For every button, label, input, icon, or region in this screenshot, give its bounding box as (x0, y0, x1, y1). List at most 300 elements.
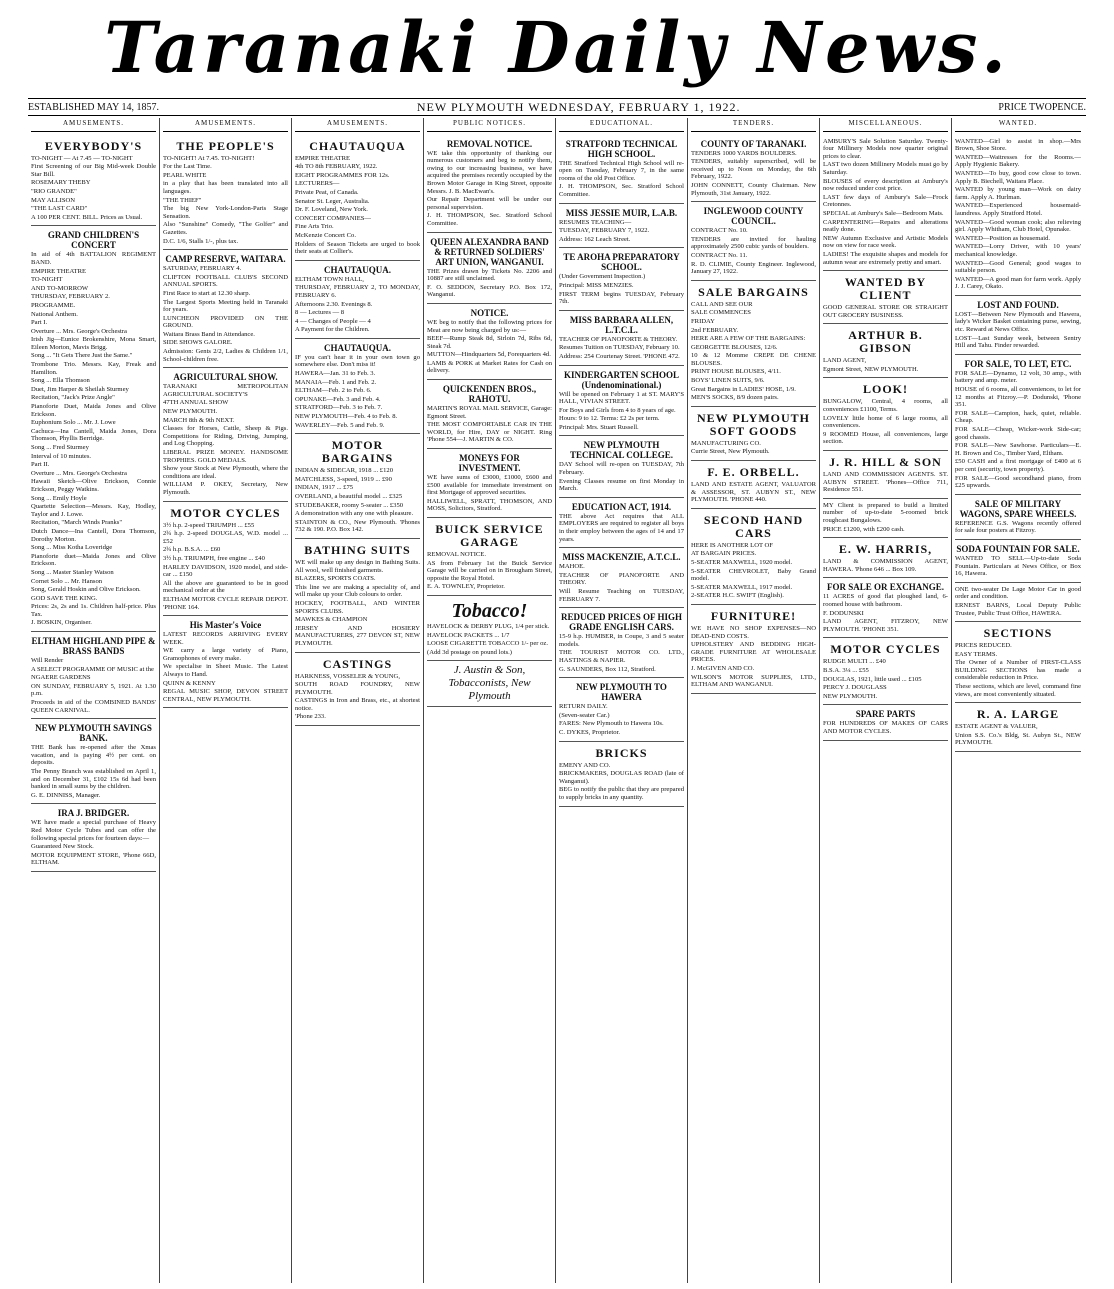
ad-text-line: THURSDAY, FEBRUARY 2, TO MONDAY, FEBRUARY 6. (295, 284, 420, 299)
ad-text-line: BEEF—Rump Steak 8d, Sirloin 7d, Ribs 6d, Steak 7d. (427, 335, 552, 350)
ad-text-line: McKenzie Concert Co. (295, 231, 356, 239)
ad-text-line: THE Prizes drawn by Tickets No. 2206 and 10887 are still unclaimed. (427, 267, 552, 283)
advertisement (559, 498, 684, 548)
ad-text-line: WANTED—To buy, good cow close to town. Apply B. Biechell, Waitara Place. (955, 169, 1081, 185)
ad-text-line: Trombone Trio. Messrs. Kay, Freak and Hamilton. (31, 361, 156, 376)
column-8 (952, 118, 1084, 1283)
ad-text-line: WANTED—A good man for farm work. Apply J. J. Carey, Okato. (955, 275, 1081, 291)
ad-text-line: JOHN CONNETT, County Chairman. New Plymouth, 31st January, 1922. (691, 181, 816, 197)
ad-body (823, 304, 948, 319)
ad-text-line: 5-SEATER CHEVROLET, Baby Grand model. (691, 567, 816, 583)
column-6 (688, 118, 820, 1283)
ad-body (427, 623, 552, 656)
ad-text-line: CASTINGS in Iron and Brass, etc., at shortest notice. (295, 697, 420, 712)
advertisement (955, 703, 1081, 752)
ad-body (955, 138, 1081, 291)
ad-headline: CHAUTAUQUA (309, 138, 406, 153)
ad-text-line: Admission: Gents 2/2, Ladies & Children 1/1, School-children free. (163, 348, 288, 363)
ad-text-line: MUTTON—Hindquarters 5d, Forequarters 4d. (427, 351, 551, 359)
column-heading: MISCELLANEOUS. (823, 118, 948, 132)
ad-text-line: 'Phone 233. (295, 713, 326, 721)
ad-headline: THE PEOPLE'S (176, 138, 275, 153)
ad-text-line: HAVELOCK & DERBY PLUG, 1/4 per stick. (427, 622, 550, 630)
column-4 (424, 118, 556, 1283)
ad-text-line: (Under Government Inspection.) (559, 273, 646, 281)
advertisement (427, 596, 552, 661)
ad-text-line: FRIDAY (691, 317, 715, 325)
ad-text-line: C. DYKES, Proprietor. (559, 728, 620, 736)
advertisement (295, 339, 420, 434)
ad-text-line: Classes for Horses, Cattle, Sheep & Pigs. Competitions for Riding, Driving, Jumping, and Log Chopping. (163, 425, 288, 448)
ad-text-line: THE TOURIST MOTOR CO. LTD., HASTINGS & NAPIER. (559, 649, 684, 664)
ad-text-line: TENDERS 1000 YARDS BOULDERS. (691, 149, 797, 157)
ad-text-line: WE HAVE NO SHOP EXPENSES—NO DEAD-END COSTS. (691, 624, 816, 640)
ad-text-line: SPECIAL at Ambury's Sale—Bedroom Mats. (823, 209, 944, 217)
advertisement (163, 368, 288, 501)
ad-subheadline: MONEYS FOR INVESTMENT. (458, 453, 521, 474)
ad-text-line: RUDGE MULTI ... £40 (823, 658, 886, 666)
ad-text-line: IF you can't hear it in your own town go somewhere else. Don't miss it! (295, 353, 420, 369)
ad-text-line: 10 & 12 Momme CREPE DE CHENE BLOUSES. (691, 352, 816, 367)
ad-text-line: G. E. DINNISS, Manager. (31, 791, 101, 799)
advertisement (295, 135, 420, 261)
ad-body (559, 391, 684, 432)
ad-text-line: Song ... Miss Kotha Loveridge (31, 544, 113, 552)
ad-body (691, 150, 816, 198)
advertisement (823, 135, 948, 272)
ad-text-line: HOCKEY, FOOTBALL, AND WINTER SPORTS CLUBS. (295, 599, 420, 615)
ad-text-line: ELTHAM—Feb. 2 to Feb. 6. (295, 387, 372, 395)
advertisement (955, 540, 1081, 583)
ad-text-line: Overture ... Mrs. George's Orchestra (31, 327, 127, 335)
advertisement (559, 742, 684, 807)
ad-headline: EVERYBODY'S (44, 138, 143, 153)
advertisement (823, 538, 948, 578)
advertisement (823, 451, 948, 499)
ad-text-line: Show your Stock at New Plymouth, where the conditions are ideal. (163, 465, 288, 480)
ad-text-line: BLOUSES of every description at Ambury's now reduced under cost price. (823, 177, 948, 193)
ad-text-line: MEN'S SOCKS, 8/9 dozen pairs. (691, 394, 779, 402)
ad-subheadline: TE AROHA PREPARATORY SCHOOL. (563, 252, 680, 273)
ad-headline: J. R. HILL & SON (829, 455, 942, 470)
ad-text-line: LAST two dozen Millinery Models must go by Saturday. (823, 161, 948, 176)
ad-body (823, 138, 948, 267)
ad-text-line: Song ... "It Gets There Just the Same." (31, 352, 133, 360)
ad-text-line: A SELECT PROGRAMME OF MUSIC at the (31, 665, 154, 673)
ad-text-line: A Payment for the Children. (295, 326, 370, 334)
handwritten-signature: J. Austin & Son, Tobacconists, New Plymouth (448, 664, 531, 703)
ad-text-line: G. SAUNDERS, Box 112, Stratford. (559, 665, 656, 673)
ad-body (823, 658, 948, 700)
ad-subheadline: INGLEWOOD COUNTY COUNCIL. (703, 206, 804, 227)
ad-text-line: EMENY AND CO. (559, 761, 611, 769)
ad-text-line: Song ... Master Stanley Watson (31, 568, 114, 576)
ad-body (955, 555, 1081, 578)
advertisement (163, 135, 288, 251)
ad-headline: MOTOR BARGAINS (321, 438, 394, 466)
ad-text-line: HOUSE of 6 rooms, all conveniences, to let for 12 months at Fitzroy.—P. Dodunski, 'Phone 351. (955, 386, 1081, 409)
ad-text-line: 2¾ h.p. 2-speed DOUGLAS, W.D. model ... £52 (163, 530, 288, 545)
ad-text-line: AND TO-MORROW (31, 284, 89, 292)
ad-text-line: OVERLAND, a beautiful model ... £325 (295, 493, 403, 500)
ad-subheadline: SPARE PARTS (855, 709, 916, 720)
ad-headline: SECOND HAND CARS (703, 512, 804, 540)
ad-text-line: PEARL WHITE (163, 171, 207, 179)
ad-text-line: TO-NIGHT! At 7.45. TO-NIGHT! (163, 154, 255, 162)
ad-text-line: For Boys and Girls from 4 to 8 years of age. (559, 406, 676, 414)
ad-text-line: in a play that has been translated into all languages. (163, 180, 288, 195)
ad-text-line: These sections, which are level, command fine views, are most conveniently situated. (955, 683, 1081, 698)
ad-text-line: Evening Classes resume on first Monday in March. (559, 477, 684, 493)
ad-text-line: The Penny Branch was established on April 1, and on December 31, £102 15s 6d had been banked in small sums by the children. (31, 768, 156, 791)
ad-text-line: Afternoons 2.30. Evenings 8. (295, 300, 373, 308)
ad-text-line: ELTHAM MOTOR CYCLE REPAIR DEPOT. 'PHONE 164. (163, 595, 288, 611)
advertisement (31, 632, 156, 719)
ad-headline: R. A. LARGE (976, 707, 1060, 722)
ad-text-line: Great Bargains in LADIES' HOSE, 1/9. (691, 385, 796, 393)
ad-subheadline: NEW PLYMOUTH TECHNICAL COLLEGE. (569, 440, 674, 461)
ad-text-line: Union S.S. Co.'s Bldg, St. Aubyn St., NEW PLYMOUTH. (955, 731, 1081, 747)
ad-text-line: Our Repair Department will be under our personal supervision. (427, 196, 552, 211)
ad-body (559, 633, 684, 673)
ad-subheadline: REMOVAL NOTICE. (446, 138, 533, 149)
ad-text-line: Interval of 10 minutes. (31, 452, 92, 460)
ad-subheadline: LOST AND FOUND. (977, 299, 1059, 310)
ad-text-line: THE above Act requires that ALL EMPLOYERS are required to register all boys in their employ between the ages of 14 and 17 years. (559, 512, 684, 543)
advertisement (823, 324, 948, 378)
advertisement (955, 495, 1081, 540)
ad-text-line: In aid of 4th BATTALION REGIMENT BAND. (31, 251, 156, 266)
ad-subheadline: REDUCED PRICES OF HIGH GRADE ENGLISH CARS. (561, 612, 682, 633)
ad-text-line: QUINN & KENNY (163, 679, 216, 687)
ad-text-line: Part II. (31, 461, 50, 469)
ad-text-line: AMBURY'S Sale Solution Saturday. Twenty-four Millinery Models now quarter original prices to clear. (823, 137, 948, 160)
ad-text-line: WANTED—Good General; good wages to suitable person. (955, 259, 1081, 275)
ad-text-line: WAVERLEY—Feb. 5 and Feb. 9. (295, 421, 385, 429)
ad-text-line: TEACHER OF PIANOFORTE AND THEORY. (559, 571, 684, 587)
ad-text-line: EMPIRE THEATRE (295, 154, 351, 162)
ad-text-line: 9 ROOMED House, all conveniences, large section. (823, 430, 948, 446)
ad-text-line: LIBERAL PRIZE MONEY. HANDSOME TROPHIES. GOLD MEDALS. (163, 449, 288, 464)
advertisement (955, 135, 1081, 296)
ad-text-line: 47TH ANNUAL SHOW (163, 399, 229, 407)
ad-text-line: MY Client is prepared to build a limited number of up-to-date 5-roomed brick roughcast Bungalows. (823, 501, 948, 524)
ad-text-line: OPUNAKE—Feb. 3 and Feb. 4. (295, 395, 381, 403)
ad-text-line: LOST—Between New Plymouth and Hawera, lady's Wicker Basket containing purse, sewing, etc. Reward at News Office. (955, 310, 1081, 334)
ad-text-line: NGAERE GARDENS (31, 674, 91, 682)
ad-text-line: Principal: MISS MENZIES. (559, 281, 634, 289)
ad-headline: BRICKS (595, 745, 648, 760)
ad-subheadline: FOR SALE OR EXCHANGE. (826, 582, 944, 593)
ad-text-line: Will Render (31, 657, 64, 665)
established-date: ESTABLISHED MAY 14, 1857. (28, 101, 159, 113)
ad-body (163, 265, 288, 363)
ad-text-line: CLIFTON FOOTBALL CLUB'S SECOND ANNUAL SPORTS. (163, 273, 288, 289)
ad-text-line: 15-9 h.p. HUMBER, in Coupe, 3 and 5 seater models. (559, 633, 684, 648)
ad-body (163, 383, 288, 496)
ad-body (823, 398, 948, 446)
ad-body (559, 336, 684, 361)
ad-text-line: BUNGALOW, Central, 4 rooms, all conveniences £1100, Terms. (823, 398, 948, 414)
advertisement (31, 719, 156, 804)
ad-text-line: SALE COMMENCES (691, 309, 751, 317)
ad-body (559, 563, 684, 603)
ad-text-line: This line we are making a speciality of, and will make up your Club colours to order. (295, 583, 420, 599)
ad-text-line: NEW PLYMOUTH. (163, 408, 218, 416)
newspaper-title: Taranaki Daily News. (104, 6, 1010, 89)
ad-text-line: First Screening of our Big Mid-week Double Star Bill. (31, 163, 156, 178)
advertisement (559, 548, 684, 608)
ad-text-line: The big New York-London-Paris Stage Sensation. (163, 205, 288, 220)
column-3 (292, 118, 424, 1283)
ad-text-line: FARES: New Plymouth to Hawera 10s. (559, 720, 664, 728)
ad-text-line: RESUMES TEACHING— (559, 218, 632, 226)
advertisement (559, 436, 684, 497)
ad-text-line: LAMB & PORK at Market Rates for Cash on delivery. (427, 359, 552, 375)
ad-text-line: 2nd FEBRUARY. (691, 326, 739, 334)
ad-text-line: HAWERA—Jan. 31 to Feb. 3. (295, 370, 376, 378)
ad-subheadline: IRA J. BRIDGER. (57, 808, 130, 819)
ad-text-line: PRICE £1200, with £200 cash. (823, 525, 905, 533)
ad-subheadline: EDUCATION ACT, 1914. (571, 501, 672, 512)
ad-subheadline: KINDERGARTEN SCHOOL (Undenominational.) (564, 369, 679, 390)
ad-text-line: MOTOR EQUIPMENT STORE, 'Phone 66D, ELTHAM. (31, 851, 156, 867)
ad-text-line: ROSEMARY THEBY (31, 179, 91, 187)
ad-text-line: Egmont Street, NEW PLYMOUTH. (823, 365, 919, 373)
ad-text-line: TUESDAY, FEBRUARY 7, 1922. (559, 227, 650, 235)
ad-text-line: BRICKMAKERS, DOUGLAS ROAD (late of Wanganui). (559, 770, 684, 785)
ad-text-line: MANAIA—Feb. 1 and Feb. 2. (295, 378, 377, 386)
ad-text-line: Address: 254 Courtenay Street. 'PHONE 472. (559, 352, 680, 360)
ad-text-line: DAY School will re-open on TUESDAY, 7th February. (559, 461, 684, 477)
ad-text-line: 4th TO 8th FEBRUARY, 1922. (295, 163, 378, 171)
ad-text-line: INDIAN, 1917 ... £75 (295, 484, 354, 492)
advertisement (559, 135, 684, 204)
ad-text-line: Cachuca—Ina Cantell, Maida Jones, Dora Thomson, Phyllis Berridge. (31, 427, 156, 443)
ad-text-line: Recitation, "Jack's Prize Angle" (31, 394, 115, 402)
ad-text-line: J. H. THOMPSON, Sec. Stratford School Committee. (559, 183, 684, 198)
ad-body (559, 513, 684, 543)
ad-text-line: EASY TERMS. (955, 650, 998, 658)
ad-text-line: HARKNESS, VOSSELER & YOUNG, (295, 672, 400, 680)
advertisement (559, 248, 684, 310)
ad-headline: F. E. ORBELL. (707, 465, 800, 480)
ad-text-line: TENDERS, suitably superscribed, will be received up to Noon on Monday, the 6th February, 1922. (691, 158, 816, 181)
ad-headline: BATHING SUITS (304, 542, 411, 557)
ad-body (295, 155, 420, 256)
ad-text-line: WANTED—Waitresses for the Rooms.—Apply Hygienic Bakery. (955, 153, 1081, 169)
ad-text-line: MAY ALLISON (31, 196, 76, 204)
ad-headline: FURNITURE! (710, 608, 797, 623)
ad-text-line: AT BARGAIN PRICES. (691, 550, 757, 558)
ad-headline: CASTINGS (322, 656, 393, 671)
ad-body (691, 542, 816, 600)
ad-text-line: TO-NIGHT (31, 276, 63, 284)
ad-text-line: J. BOSKIN, Organiser. (31, 619, 92, 627)
ad-subheadline: QUEEN ALEXANDRA BAND & RETURNED SOLDIERS' ART UNION, WANGANUI. (430, 236, 549, 267)
ad-text-line: HERE IS ANOTHER LOT OF (691, 541, 773, 549)
ad-text-line: Currie Street, New Plymouth. (691, 448, 770, 456)
ad-text-line: For the Last Time. (163, 163, 212, 171)
ad-text-line: LOST—Last Sunday week, between Sentry Hill and Tahu. Finder rewarded. (955, 334, 1081, 350)
ad-subheadline: STRATFORD TECHNICAL HIGH SCHOOL. (565, 138, 678, 159)
ad-text-line: 11 ACRES of good flat ploughed land, 6-roomed house with bathroom. (823, 593, 948, 608)
ad-text-line: Guaranteed New Stock. (31, 843, 94, 851)
ad-subheadline: MISS MACKENZIE, A.T.C.L. (562, 552, 681, 563)
ad-text-line: Pianoforte duet—Maida Jones and Olive Erickson. (31, 552, 156, 568)
column-5 (556, 118, 688, 1283)
advertisement (295, 653, 420, 727)
ad-text-line: NEW PLYMOUTH—Feb. 4 to Feb. 8. (295, 413, 398, 421)
ad-text-line: FOR SALE—New Sawhorse. Particulars—E. H. Brown and Co., Timber Yard, Eltham. (955, 442, 1081, 457)
ad-text-line: FOR SALE—Dynamo, 12 volt, 30 amp., with battery and amp. meter. (955, 369, 1081, 385)
ad-text-line: 8 — Lectures — 8 (295, 309, 345, 317)
ad-text-line: Overture ... Mrs. George's Orchestra (31, 469, 127, 477)
ad-text-line: HARLEY DAVIDSON, 1920 model, and side-car ... £150 (163, 563, 288, 579)
ad-body (295, 673, 420, 722)
ad-text-line: F. DODUNSKI (823, 609, 864, 617)
advertisement (427, 449, 552, 518)
ad-text-line: THE MOST COMFORTABLE CAR IN THE WORLD, for Hire, DAY or NIGHT. Ring 'Phone 554—J. MARTIN & CO. (427, 421, 552, 444)
ad-body (823, 720, 948, 735)
ad-subheadline: His Master's Voice (189, 620, 262, 631)
advertisement (691, 135, 816, 203)
ad-subheadline: NOTICE. (470, 307, 509, 318)
ad-text-line: MAHOE. (559, 563, 585, 571)
ad-body (31, 819, 156, 867)
ad-text-line: The Owner of a Number of FIRST-CLASS BUILDING SECTIONS has made a considerable reduction in Price. (955, 659, 1081, 682)
column-heading: AMUSEMENTS. (31, 118, 156, 132)
ad-body (427, 405, 552, 444)
ad-subheadline: CHAUTAUQUA. (323, 264, 392, 275)
ad-text-line: Song, Gerald Hoskin and Olive Erickson. (31, 586, 141, 594)
advertisement (691, 461, 816, 509)
ad-text-line: TO-NIGHT — At 7.45 — TO-NIGHT (31, 154, 133, 162)
ad-text-line: All the above are guaranteed to be in good mechanical order at the (163, 579, 288, 595)
ad-text-line: CONTRACT No. 10. (691, 227, 748, 235)
ad-text-line: WANTED TO SELL—Up-to-date Soda Fountain. Particulars at News Office, or Box 16, Hawera. (955, 554, 1081, 578)
column-heading: EDUCATIONAL. (559, 118, 684, 132)
ad-text-line: MARTIN'S ROYAL MAIL SERVICE, Garage: Egmont Street. (427, 405, 552, 420)
ad-text-line: SIDE SHOWS GALORE. (163, 339, 233, 347)
ad-body (559, 160, 684, 199)
ad-body (691, 227, 816, 276)
dateline-bar (28, 98, 1086, 116)
ad-body (559, 461, 684, 492)
advertisement (427, 233, 552, 304)
ad-text-line: JERSEY AND HOSIERY MANUFACTURERS, 277 DEVON ST, NEW PLYMOUTH. (295, 624, 420, 647)
ad-body (559, 762, 684, 802)
ad-headline: SALE BARGAINS (698, 284, 809, 299)
ad-body (691, 481, 816, 504)
ad-text-line: Hours: 9 to 12. Terms: £2 2s per term. (559, 415, 660, 423)
column-7 (820, 118, 952, 1283)
ad-text-line: J. McGIVEN AND CO. (691, 664, 755, 672)
ad-text-line: UPHOLSTERY AND BEDDING HIGH-GRADE FURNITURE AT WHOLESALE PRICES. (691, 641, 816, 664)
ad-text-line: Senator St. Leger, Australia. (295, 197, 370, 205)
advertisement (559, 366, 684, 437)
ad-text-line: 5-SEATER MAXWELL, 1917 model. (691, 583, 793, 591)
advertisement (691, 509, 816, 605)
ad-text-line: MARCH 8th & 9th NEXT. (163, 416, 235, 424)
ad-text-line: Prices: 2s, 2s and 1s. Children half-price. Plus Tax. (31, 603, 156, 618)
ad-text-line: THURSDAY, FEBRUARY 2. (31, 293, 110, 301)
ad-text-line: MAWKES & CHAMPION (295, 616, 368, 624)
ad-subheadline: SALE OF MILITARY WAGONS, SPARE WHEELS. (959, 498, 1077, 519)
ad-text-line: BOYS' LINEN SUITS, 9/6. (691, 377, 765, 385)
ad-text-line: GEORGETTE BLOUSES, 12/6. (691, 343, 778, 351)
advertisement (559, 678, 684, 741)
ad-headline: BUICK SERVICE GARAGE (435, 522, 544, 549)
ad-text-line: Duet, Jim Harper & Sheilah Sturmey (31, 385, 129, 393)
issue-date: NEW PLYMOUTH WEDNESDAY, FEBRUARY 1, 1922. (416, 99, 741, 114)
ad-headline: NEW PLYMOUTH SOFT GOODS (696, 410, 810, 438)
ad-subheadline: GRAND CHILDREN'S CONCERT (47, 230, 140, 251)
ad-text-line: Address: 162 Leach Street. (559, 235, 631, 243)
ad-text-line: Principal: Mrs. Stuart Russell. (559, 423, 639, 431)
ad-text-line: ON SUNDAY, FEBRUARY 5, 1921. At 1.30 p.m. (31, 682, 156, 698)
ad-subheadline: QUICKENDEN BROS., RAHOTU. (442, 384, 537, 405)
ad-body (31, 155, 156, 222)
ad-subheadline: FOR SALE, TO LET, ETC. (964, 358, 1072, 369)
advertisement (559, 204, 684, 249)
ad-headline: MOTOR CYCLES (830, 642, 941, 657)
column-heading: TENDERS. (691, 118, 816, 132)
ad-body (955, 642, 1081, 698)
advertisement (955, 296, 1081, 355)
advertisement (823, 499, 948, 538)
ad-text-line: STAINTON & CO., New Plymouth. 'Phones 732 & 190. P.O. Box 142. (295, 518, 420, 534)
advertisement (31, 135, 156, 227)
ad-text-line: 3½ h.p. 2-speed TRIUMPH ... £55 (163, 521, 255, 529)
ad-text-line: WE take this opportunity of thanking our numerous customers and beg to notify them, owing to our increasing business, we have acquired the premises recently occupied by the Brown Motor Garage in King Street, opposite Messrs. J. B. MacEwan's. (427, 149, 552, 195)
ad-text-line: E. A. TOWNLEY, Proprietor. (427, 583, 505, 591)
ad-text-line: REGAL MUSIC SHOP, DEVON STREET CENTRAL, NEW PLYMOUTH. (163, 688, 288, 703)
ad-text-line: WE beg to notify that the following prices for Meat are now being charged by us:— (427, 318, 552, 334)
ad-text-line: Also "Sunshine" Comedy, "The Golfer" and Gazettes. (163, 221, 288, 236)
column-heading: AMUSEMENTS. (163, 118, 288, 132)
ad-text-line: WANTED—Position as housemaid. (955, 234, 1051, 242)
ad-text-line: B.S.A. 3¼ ... £55 (823, 666, 869, 674)
column-1 (28, 118, 160, 1283)
ad-body (427, 319, 552, 375)
advertisement (823, 378, 948, 451)
ad-subheadline: AGRICULTURAL SHOW. (173, 372, 278, 383)
ad-headline: LOOK! (862, 382, 908, 397)
ad-text-line: LOVELY little home of 6 large rooms, all conveniences. (823, 414, 948, 430)
advertisement (163, 250, 288, 368)
advertisement (955, 355, 1081, 495)
ad-text-line: LECTURERS— (295, 180, 340, 188)
advertisement (295, 539, 420, 653)
ad-subheadline: NEW PLYMOUTH SAVINGS BANK. (35, 723, 152, 744)
ad-text-line: ELTHAM TOWN HALL, (295, 275, 364, 283)
ad-text-line: FOR SALE—Campion, hack, quiet, reliable. Cheap. (955, 409, 1081, 425)
ad-text-line: WANTED by young man—Work on dairy farm. Apply A. Hurlman. (955, 186, 1081, 201)
ad-body (427, 150, 552, 228)
ad-text-line: RETURN DAILY. (559, 703, 608, 711)
ad-body (955, 370, 1081, 490)
ad-text-line: PERCY J. DOUGLASS (823, 684, 887, 692)
ad-text-line: CONTRACT No. 11. (691, 251, 748, 259)
ad-text-line: FOR SALE—Good secondhand piano, from £25 upwards. (955, 474, 1081, 490)
ad-text-line: WANTED—Girl to assist in shop.—Mrs Brown, Shoe Store. (955, 137, 1081, 153)
ad-text-line: R. D. CLIMIE, County Engineer. Inglewood, January 27, 1922. (691, 260, 816, 276)
ad-body (955, 311, 1081, 350)
ad-text-line: 4 — Changes of People — 4 (295, 317, 371, 325)
ad-text-line: Part I. (31, 319, 48, 327)
ad-text-line: WILLIAM P. OKEY, Secretary, New Plymouth. (163, 481, 288, 496)
